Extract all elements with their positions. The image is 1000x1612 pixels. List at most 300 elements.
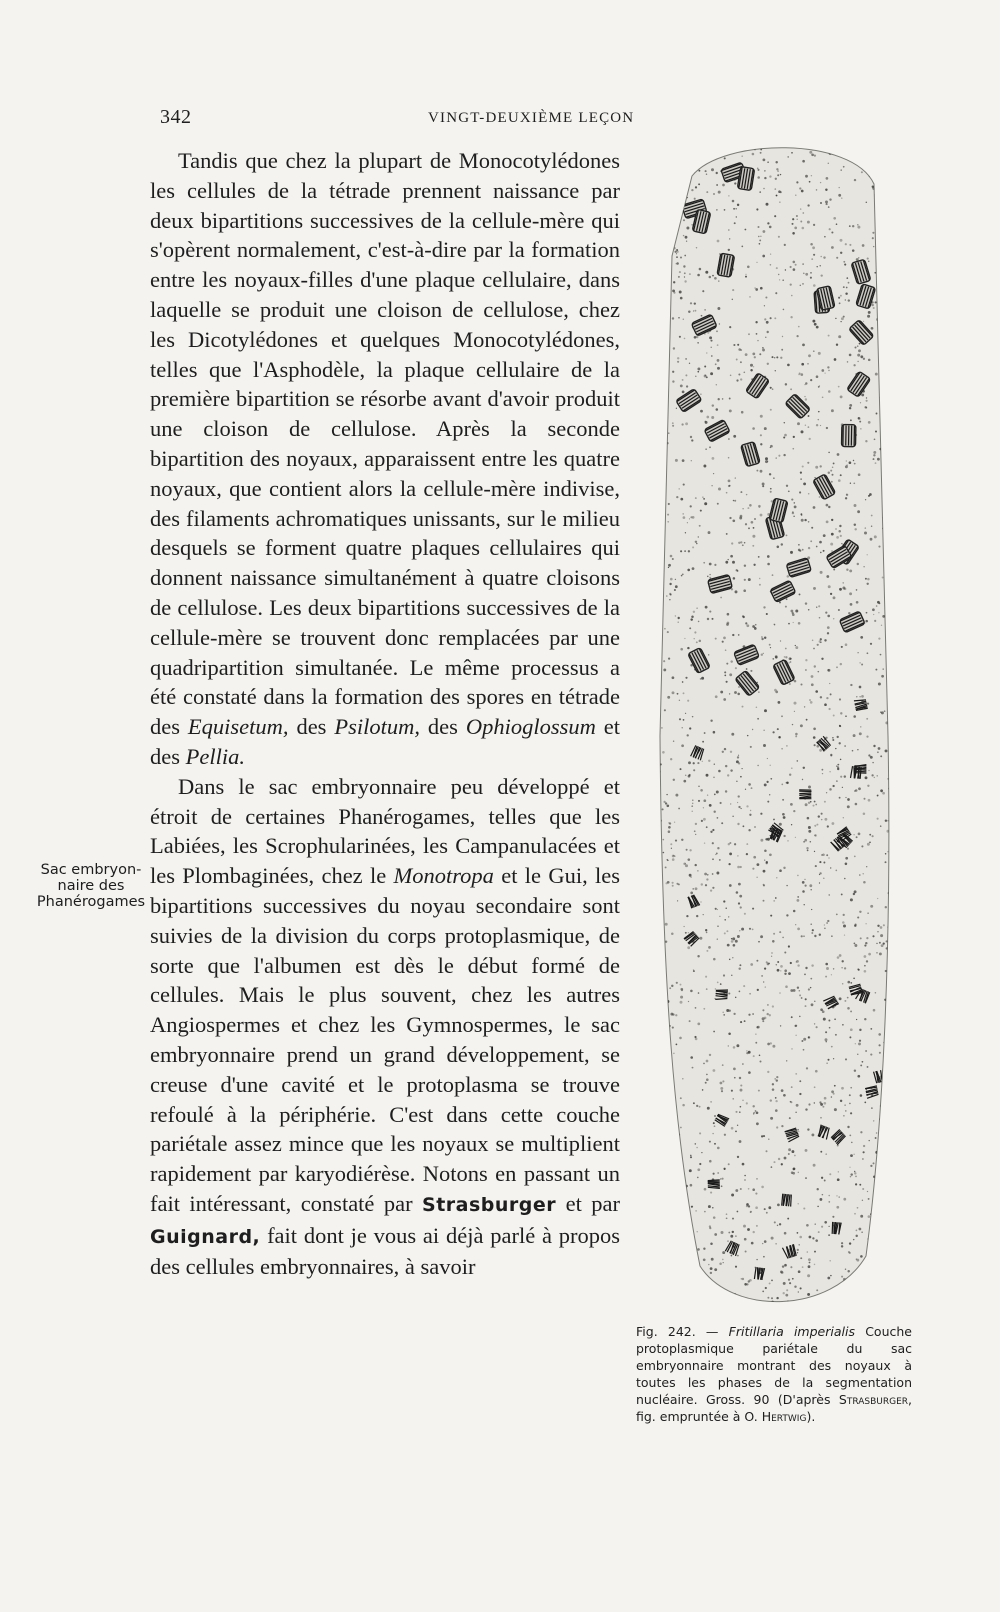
stipple-dot	[665, 802, 667, 804]
stipple-dot	[903, 255, 905, 257]
stipple-dot	[702, 1278, 704, 1280]
stipple-dot	[729, 238, 730, 239]
stipple-dot	[767, 1004, 769, 1006]
stipple-dot	[843, 166, 845, 168]
stipple-dot	[840, 663, 842, 665]
stipple-dot	[672, 885, 674, 887]
stipple-dot	[708, 760, 710, 762]
stipple-dot	[772, 940, 775, 943]
stipple-dot	[825, 1038, 828, 1041]
stipple-dot	[761, 1186, 764, 1189]
stipple-dot	[750, 963, 753, 966]
stipple-dot	[891, 1168, 894, 1171]
stipple-dot	[881, 675, 884, 678]
stipple-dot	[714, 564, 716, 566]
stipple-dot	[805, 885, 807, 887]
stipple-dot	[729, 884, 732, 887]
stipple-dot	[712, 275, 714, 277]
stipple-dot	[905, 1068, 907, 1070]
stipple-dot	[734, 222, 736, 224]
stipple-dot	[867, 583, 869, 585]
stipple-dot	[865, 499, 866, 500]
stipple-dot	[684, 1240, 686, 1242]
stipple-dot	[712, 457, 715, 460]
stipple-dot	[656, 741, 658, 743]
stipple-dot	[868, 311, 871, 314]
stipple-dot	[879, 1044, 881, 1046]
stipple-dot	[779, 737, 780, 738]
stipple-dot	[731, 1194, 734, 1197]
stipple-dot	[860, 402, 861, 403]
stipple-dot	[655, 1075, 656, 1076]
stipple-dot	[871, 774, 873, 776]
stipple-dot	[806, 1067, 808, 1069]
stipple-dot	[843, 261, 845, 263]
stipple-dot	[888, 228, 889, 229]
stipple-dot	[684, 638, 685, 639]
stipple-dot	[885, 970, 887, 972]
stipple-dot	[776, 267, 778, 269]
stipple-dot	[764, 850, 767, 853]
stipple-dot	[732, 299, 733, 300]
stipple-dot	[775, 292, 777, 294]
stipple-dot	[825, 200, 828, 203]
stipple-dot	[856, 1230, 858, 1232]
stipple-dot	[665, 1208, 667, 1210]
stipple-dot	[664, 1266, 667, 1269]
stipple-dot	[783, 454, 785, 456]
stipple-dot	[750, 1212, 751, 1213]
stipple-dot	[857, 345, 859, 347]
stipple-dot	[662, 1043, 665, 1046]
stipple-dot	[718, 1296, 719, 1297]
stipple-dot	[866, 400, 868, 402]
stipple-dot	[764, 318, 766, 320]
stipple-dot	[777, 961, 779, 963]
stipple-dot	[861, 171, 863, 173]
stipple-dot	[752, 427, 755, 430]
stipple-dot	[862, 1188, 864, 1190]
stipple-dot	[874, 1313, 876, 1315]
stipple-dot	[763, 900, 765, 902]
stipple-dot	[716, 330, 718, 332]
stipple-dot	[884, 394, 885, 395]
stipple-dot	[878, 195, 880, 197]
stipple-dot	[860, 726, 861, 727]
stipple-dot	[836, 536, 839, 539]
stipple-dot	[722, 1080, 724, 1082]
stipple-dot	[781, 349, 783, 351]
stipple-dot	[674, 137, 676, 139]
stipple-dot	[816, 1026, 818, 1028]
stipple-dot	[840, 321, 841, 322]
stipple-dot	[891, 644, 893, 646]
stipple-dot	[748, 1280, 750, 1282]
stipple-dot	[898, 397, 900, 399]
stipple-dot	[774, 357, 775, 358]
stipple-dot	[698, 800, 700, 802]
stipple-dot	[832, 1216, 834, 1218]
stipple-dot	[860, 1131, 862, 1133]
stipple-dot	[825, 963, 828, 966]
stipple-dot	[697, 1177, 699, 1179]
stipple-dot	[713, 1031, 715, 1033]
stipple-dot	[720, 983, 722, 985]
stipple-dot	[840, 395, 843, 398]
stipple-dot	[835, 528, 836, 529]
stipple-dot	[744, 1020, 746, 1022]
stipple-dot	[673, 740, 674, 741]
stipple-dot	[796, 215, 798, 217]
stipple-dot	[730, 375, 732, 377]
stipple-dot	[701, 883, 703, 885]
stipple-dot	[873, 1162, 875, 1164]
stipple-dot	[838, 194, 841, 197]
stipple-dot	[750, 746, 752, 748]
taxon-monotropa: Monotropa	[393, 863, 494, 889]
stipple-dot	[797, 219, 798, 220]
stipple-dot	[770, 765, 771, 766]
stipple-dot	[841, 967, 842, 968]
stipple-dot	[862, 1200, 863, 1201]
stipple-dot	[890, 951, 891, 952]
stipple-dot	[792, 232, 795, 235]
stipple-dot	[725, 790, 727, 792]
stipple-dot	[828, 1201, 830, 1203]
stipple-dot	[665, 1009, 667, 1011]
stipple-dot	[859, 1228, 862, 1231]
stipple-dot	[815, 690, 818, 693]
stipple-dot	[678, 617, 680, 619]
stipple-dot	[899, 681, 901, 683]
stipple-dot	[658, 940, 659, 941]
stipple-dot	[747, 735, 748, 736]
stipple-dot	[769, 794, 770, 795]
stipple-dot	[876, 245, 877, 246]
stipple-dot	[759, 584, 761, 586]
stipple-dot	[777, 1204, 780, 1207]
stipple-dot	[831, 1090, 834, 1093]
stipple-dot	[726, 930, 728, 932]
stipple-dot	[787, 575, 790, 578]
stipple-dot	[703, 498, 705, 500]
stipple-dot	[703, 465, 706, 468]
stipple-dot	[748, 1071, 751, 1074]
stipple-dot	[795, 646, 798, 649]
stipple-dot	[891, 1074, 893, 1076]
stipple-dot	[836, 765, 838, 767]
stipple-dot	[869, 841, 871, 843]
stipple-dot	[826, 1063, 827, 1064]
stipple-dot	[827, 626, 830, 629]
stipple-dot	[813, 727, 816, 730]
stipple-dot	[850, 1176, 852, 1178]
stipple-dot	[835, 1300, 836, 1301]
stipple-dot	[873, 1120, 874, 1121]
stipple-dot	[683, 780, 686, 783]
stipple-dot	[676, 1278, 677, 1279]
stipple-dot	[814, 1086, 816, 1088]
stipple-dot	[798, 622, 801, 625]
stipple-dot	[838, 479, 841, 482]
stipple-dot	[839, 725, 841, 727]
stipple-dot	[895, 921, 898, 924]
stipple-dot	[706, 1060, 709, 1063]
stipple-dot	[659, 796, 660, 797]
stipple-dot	[835, 870, 837, 872]
stipple-dot	[669, 1210, 672, 1213]
stipple-dot	[893, 181, 894, 182]
margin-note-line: Sac embryon-	[40, 862, 142, 878]
stipple-dot	[668, 1060, 670, 1062]
stipple-dot	[735, 208, 737, 210]
stipple-dot	[717, 982, 719, 984]
stipple-dot	[867, 578, 870, 581]
stipple-dot	[671, 217, 673, 219]
stipple-dot	[746, 668, 748, 670]
stipple-dot	[814, 323, 817, 326]
stipple-dot	[676, 140, 678, 142]
stipple-dot	[684, 255, 686, 257]
stipple-dot	[827, 669, 829, 671]
stipple-dot	[655, 291, 657, 293]
stipple-dot	[668, 567, 669, 568]
stipple-dot	[661, 1304, 664, 1307]
stipple-dot	[880, 789, 883, 792]
stipple-dot	[662, 207, 664, 209]
stipple-dot	[901, 919, 903, 921]
paragraph-sac-embryonnaire	[150, 772, 620, 1283]
stipple-dot	[744, 913, 746, 915]
stipple-dot	[887, 189, 890, 192]
stipple-dot	[668, 1280, 671, 1283]
stipple-dot	[896, 1218, 898, 1220]
stipple-dot	[849, 569, 852, 572]
stipple-dot	[727, 559, 728, 560]
stipple-dot	[685, 236, 688, 239]
stipple-dot	[888, 138, 891, 141]
stipple-dot	[759, 136, 762, 138]
stipple-dot	[890, 773, 893, 776]
stipple-dot	[695, 1210, 697, 1212]
stipple-dot	[677, 900, 678, 901]
stipple-dot	[720, 1087, 723, 1090]
stipple-dot	[735, 940, 738, 943]
stipple-dot	[845, 857, 848, 860]
text-segment: des	[288, 714, 335, 740]
stipple-dot	[888, 1192, 890, 1194]
stipple-dot	[737, 204, 739, 206]
stipple-dot	[810, 243, 813, 246]
stipple-dot	[798, 1172, 799, 1173]
stipple-dot	[707, 576, 708, 577]
stipple-dot	[752, 153, 755, 156]
stipple-dot	[680, 984, 682, 986]
stipple-dot	[732, 519, 735, 522]
stipple-dot	[782, 1265, 784, 1267]
stipple-dot	[859, 732, 862, 735]
stipple-dot	[803, 273, 805, 275]
stipple-dot	[841, 1242, 843, 1244]
stipple-dot	[706, 932, 708, 934]
stipple-dot	[767, 1043, 770, 1046]
stipple-dot	[672, 290, 675, 293]
stipple-dot	[690, 1056, 693, 1059]
stipple-dot	[718, 398, 720, 400]
stipple-dot	[810, 841, 812, 843]
stipple-dot	[876, 943, 877, 944]
stipple-dot	[830, 543, 833, 546]
stipple-dot	[742, 1099, 744, 1101]
stipple-dot	[766, 321, 769, 324]
stipple-dot	[776, 195, 778, 197]
stipple-dot	[826, 203, 828, 205]
stipple-dot	[896, 240, 898, 242]
stipple-dot	[658, 397, 660, 399]
stipple-dot	[668, 1197, 670, 1199]
stipple-dot	[714, 794, 716, 796]
stipple-dot	[873, 1009, 876, 1012]
stipple-dot	[861, 845, 863, 847]
stipple-dot	[742, 544, 744, 546]
stipple-dot	[770, 647, 771, 648]
stipple-dot	[829, 771, 830, 772]
stipple-dot	[676, 496, 678, 498]
stipple-dot	[869, 1140, 870, 1141]
stipple-dot	[662, 1127, 663, 1128]
stipple-dot	[671, 210, 674, 213]
stipple-dot	[903, 1026, 906, 1029]
stipple-dot	[871, 1225, 872, 1226]
stipple-dot	[717, 240, 720, 243]
stipple-dot	[849, 1094, 851, 1096]
stipple-dot	[669, 583, 671, 585]
stipple-dot	[805, 1177, 807, 1179]
stipple-dot	[767, 801, 769, 803]
stipple-dot	[658, 167, 660, 169]
stipple-dot	[701, 315, 703, 317]
stipple-dot	[683, 265, 685, 267]
stipple-dot	[740, 361, 742, 363]
stipple-dot	[829, 1027, 831, 1029]
stipple-dot	[806, 847, 808, 849]
stipple-dot	[815, 865, 817, 867]
stipple-dot	[682, 186, 684, 188]
stipple-dot	[854, 1171, 855, 1172]
stipple-dot	[828, 1226, 829, 1227]
stipple-dot	[813, 736, 816, 739]
stipple-dot	[666, 409, 668, 411]
stipple-dot	[667, 1073, 669, 1075]
stipple-dot	[691, 460, 692, 461]
stipple-dot	[687, 197, 688, 198]
stipple-dot	[887, 599, 889, 601]
stipple-dot	[787, 156, 789, 158]
stipple-dot	[726, 1213, 728, 1215]
stipple-dot	[729, 136, 731, 137]
stipple-dot	[794, 1025, 796, 1027]
stipple-dot	[728, 480, 731, 483]
stipple-dot	[822, 396, 824, 398]
stipple-dot	[678, 622, 679, 623]
stipple-dot	[820, 1117, 822, 1119]
stipple-dot	[784, 1157, 787, 1160]
stipple-dot	[816, 326, 819, 329]
stipple-dot	[705, 375, 707, 377]
stipple-dot	[690, 1310, 692, 1312]
stipple-dot	[856, 1019, 857, 1020]
stipple-dot	[826, 792, 827, 793]
stipple-dot	[838, 149, 841, 152]
stipple-dot	[772, 356, 774, 358]
stipple-dot	[901, 684, 902, 685]
stipple-dot	[677, 1246, 679, 1248]
stipple-dot	[813, 648, 815, 650]
stipple-dot	[737, 1255, 739, 1257]
stipple-dot	[840, 776, 842, 778]
stipple-dot	[904, 1257, 905, 1258]
stipple-dot	[865, 942, 867, 944]
stipple-dot	[772, 1005, 774, 1007]
stipple-dot	[724, 919, 726, 921]
stipple-dot	[764, 1208, 766, 1210]
stipple-dot	[672, 156, 674, 158]
stipple-dot	[657, 667, 659, 669]
stipple-dot	[801, 363, 804, 366]
stipple-dot	[795, 195, 796, 196]
stipple-dot	[668, 1252, 670, 1254]
stipple-dot	[735, 1189, 738, 1192]
stipple-dot	[873, 1269, 875, 1271]
stipple-dot	[667, 696, 670, 699]
stipple-dot	[731, 975, 732, 976]
stipple-dot	[815, 1239, 818, 1242]
stipple-dot	[662, 385, 664, 387]
stipple-dot	[802, 465, 804, 467]
stipple-dot	[902, 1137, 903, 1138]
stipple-dot	[709, 1141, 711, 1143]
stipple-dot	[710, 340, 712, 342]
stipple-dot	[856, 589, 858, 591]
stipple-dot	[738, 634, 740, 636]
stipple-dot	[698, 992, 700, 994]
stipple-dot	[745, 276, 747, 278]
stipple-dot	[834, 1018, 836, 1020]
stipple-dot	[900, 268, 902, 270]
stipple-dot	[832, 739, 834, 741]
stipple-dot	[728, 992, 730, 994]
stipple-dot	[807, 363, 809, 365]
stipple-dot	[892, 216, 894, 218]
stipple-dot	[709, 1227, 711, 1229]
margin-note-line: naire des	[57, 878, 125, 894]
stipple-dot	[718, 280, 719, 281]
stipple-dot	[762, 1291, 764, 1293]
stipple-dot	[889, 466, 892, 469]
stipple-dot	[715, 638, 717, 640]
stipple-dot	[683, 319, 684, 320]
stipple-dot	[694, 310, 696, 312]
stipple-dot	[837, 956, 840, 959]
stipple-dot	[821, 274, 823, 276]
stipple-dot	[710, 831, 712, 833]
stipple-dot	[696, 641, 698, 643]
stipple-dot	[738, 806, 740, 808]
stipple-dot	[805, 175, 808, 178]
stipple-dot	[762, 483, 765, 486]
stipple-dot	[820, 1151, 822, 1153]
stipple-dot	[704, 842, 705, 843]
